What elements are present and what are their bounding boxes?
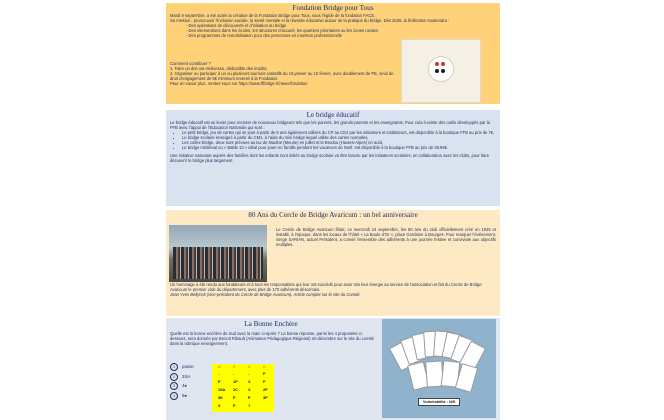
section-bridge-educatif: [166, 110, 500, 206]
list-item: - Des opérations de découverte et d’initiation au bridge: [186, 23, 287, 29]
grid-header: E: [233, 365, 236, 369]
grid-header: S: [248, 365, 251, 369]
section-title: Fondation Bridge pour Tous: [292, 4, 374, 12]
grid-cell: 1SA: [218, 388, 226, 392]
paragraph: Le bridge éducatif est un levier pour recruter de nouveaux bridgeurs tels que les parents, les grands-parents et les enseignants. Pour cela il existe des outils développés par la FFB avec l’appui de l’Education Nationale qui sont :: [170, 120, 490, 131]
list-item: - Des programmes de remobilisation pour des personnes en insertion professionnelle: [186, 33, 343, 39]
bid-option[interactable]: 2 3SA: [170, 372, 194, 382]
grid-cell: -: [233, 372, 235, 376]
list-item: - Des interventions dans les écoles, les structures d’accueil, les quartiers prioritaires ou les zones rurales: [186, 28, 378, 34]
fondation-logo: [401, 39, 481, 103]
author-line: Jean Yves Bellynck (vice-président du Cercle de Bridge Avaricum). Article complet sur le site du Comité.: [170, 292, 361, 298]
grid-cell: X: [248, 388, 251, 392]
section-title: 80 Ans du Cercle de Bridge Avaricum : un bel anniversaire: [248, 211, 418, 219]
grid-cell: 3K: [218, 396, 223, 400]
grid-cell: P: [233, 404, 236, 408]
grid-cell: 2C: [233, 388, 238, 392]
grid-cell: P: [263, 380, 266, 384]
paragraph: Comment contribuer ?: [170, 61, 211, 66]
bid-options: [170, 362, 194, 400]
grid-cell: -: [248, 372, 250, 376]
grid-cell: P: [263, 372, 266, 376]
grid-header: N: [218, 365, 221, 369]
section-title: Le bridge éducatif: [306, 111, 360, 119]
list-item: • Le bridge scolaire enseigné à partir du CM1, à l’aide du mini bridge lequel utilise des cartes normales,: [182, 135, 496, 140]
section-avaricum: [166, 210, 500, 316]
paragraph: Une initiative nationale auprès des familles dont les enfants sont initiés au bridge scolaire va être lancée par les initiateurs scolaires, en collaboration avec les clubs, pour faire découvrir le bridge plus largement.: [170, 153, 490, 164]
bullet-list: [170, 130, 496, 150]
avaricum-footer: [170, 282, 496, 297]
group-photo: [169, 225, 267, 282]
grid-cell: X: [218, 404, 221, 408]
bullet-list: [170, 23, 496, 38]
bidding-grid: [212, 364, 274, 412]
section-title: La Bonne Enchère: [244, 320, 298, 328]
vulnerability-label: Vulnérabilité : N/S: [418, 398, 460, 406]
grid-cell: P: [248, 396, 251, 400]
bid-option[interactable]: 3 4♠: [170, 381, 194, 391]
fondation-intro: [170, 13, 496, 38]
list-item: 2. Organiser ou participer à un ou plusieurs tournois caritatifs du 15 janvier au 15 février, avec doublement de PE, seuil de droit d’engagement de 5€ minimum reversé à la Fondation.: [170, 71, 394, 82]
section-fondation: [166, 3, 500, 104]
grid-cell: P: [218, 380, 221, 384]
list-item: • Le petit bridge, jeu de cartes qui se joue à partir de 6 ans également utilisés du CP au CE2 par les initiateurs et instituteurs, est disponible à la boutique FFB au prix de 7€,: [182, 130, 496, 135]
grid-cell: 2P: [263, 388, 268, 392]
paragraph: Le Cercle de Bridge Avaricum fêtait, ce mercredi 24 septembre, les 80 ans du club officiellement créé en 1945 et installé, à l’époque, dans les locaux de l’hôtel « La Boule d’Or », place Gordaine à Bourges. Pour marquer l’événement, Serge SARIAN, actuel Président, a convié l’ensemble des adhérents à une journée festive et conviviale aux objectifs multiples.: [276, 227, 496, 248]
paragraph: Un hommage a été rendu aux fondateurs et à tous les responsables qui leur ont succédé pour avoir mis leur énergie au service de l’association et fait du Cercle de Bridge Avaricum le premier club du département, avec plus de 170 adhérents désormais.: [170, 282, 482, 293]
bid-option[interactable]: 1 passe: [170, 362, 194, 372]
grid-cell: 1P: [233, 380, 238, 384]
grid-cell: 3P: [263, 396, 268, 400]
contribute-block: [170, 61, 396, 86]
grid-cell: -: [218, 372, 220, 376]
list-item: • Le bridge médiéval ou « Battle 13 » idéal pour jouer en famille pendant les vacances de Noël. est disponible à la boutique FFB au prix de 39,95€.: [182, 145, 496, 150]
educatif-body: [170, 120, 496, 163]
grid-header: O: [263, 365, 266, 369]
paragraph: Sa mission : promouvoir l’inclusion sociale, la santé mentale et la réussite éducative autour de la pratique du bridge. Dès 2026, la fédération soutiendra :: [170, 18, 450, 24]
list-item: • Les collex-bridge, deux sont prévues au lac de Madine (Meuse) en juillet et le Brudou (Hautes-Alpes) en août,: [182, 140, 496, 145]
grid-cell: ?: [248, 404, 251, 408]
newsletter-page: [166, 0, 500, 420]
list-item: 1. Faire un don via HelloAsso, déductible des impôts.: [170, 66, 268, 72]
more-link[interactable]: Pour en savoir plus, rendez-vous sur https://www.ffbridge.fr/news/fondation: [170, 81, 308, 87]
bid-option[interactable]: 4 5♠: [170, 391, 194, 401]
grid-cell: P: [233, 396, 236, 400]
paragraph: Quelle est la bonne enchère de Sud avec la main ci-après ? La bonne réponse, parmi les 4 proposées ci-dessous, sera donnée par Benoit Ribault (Animateur Pédagogique Régional) mi-décembre sur le site du comité dans la rubrique enseignement.: [170, 331, 374, 347]
grid-cell: X: [248, 380, 251, 384]
paragraph: Mardi 9 septembre, a été actée la création de la Fondation Bridge pour Tous, sous l’égide de la fondation FACE.: [170, 13, 376, 18]
